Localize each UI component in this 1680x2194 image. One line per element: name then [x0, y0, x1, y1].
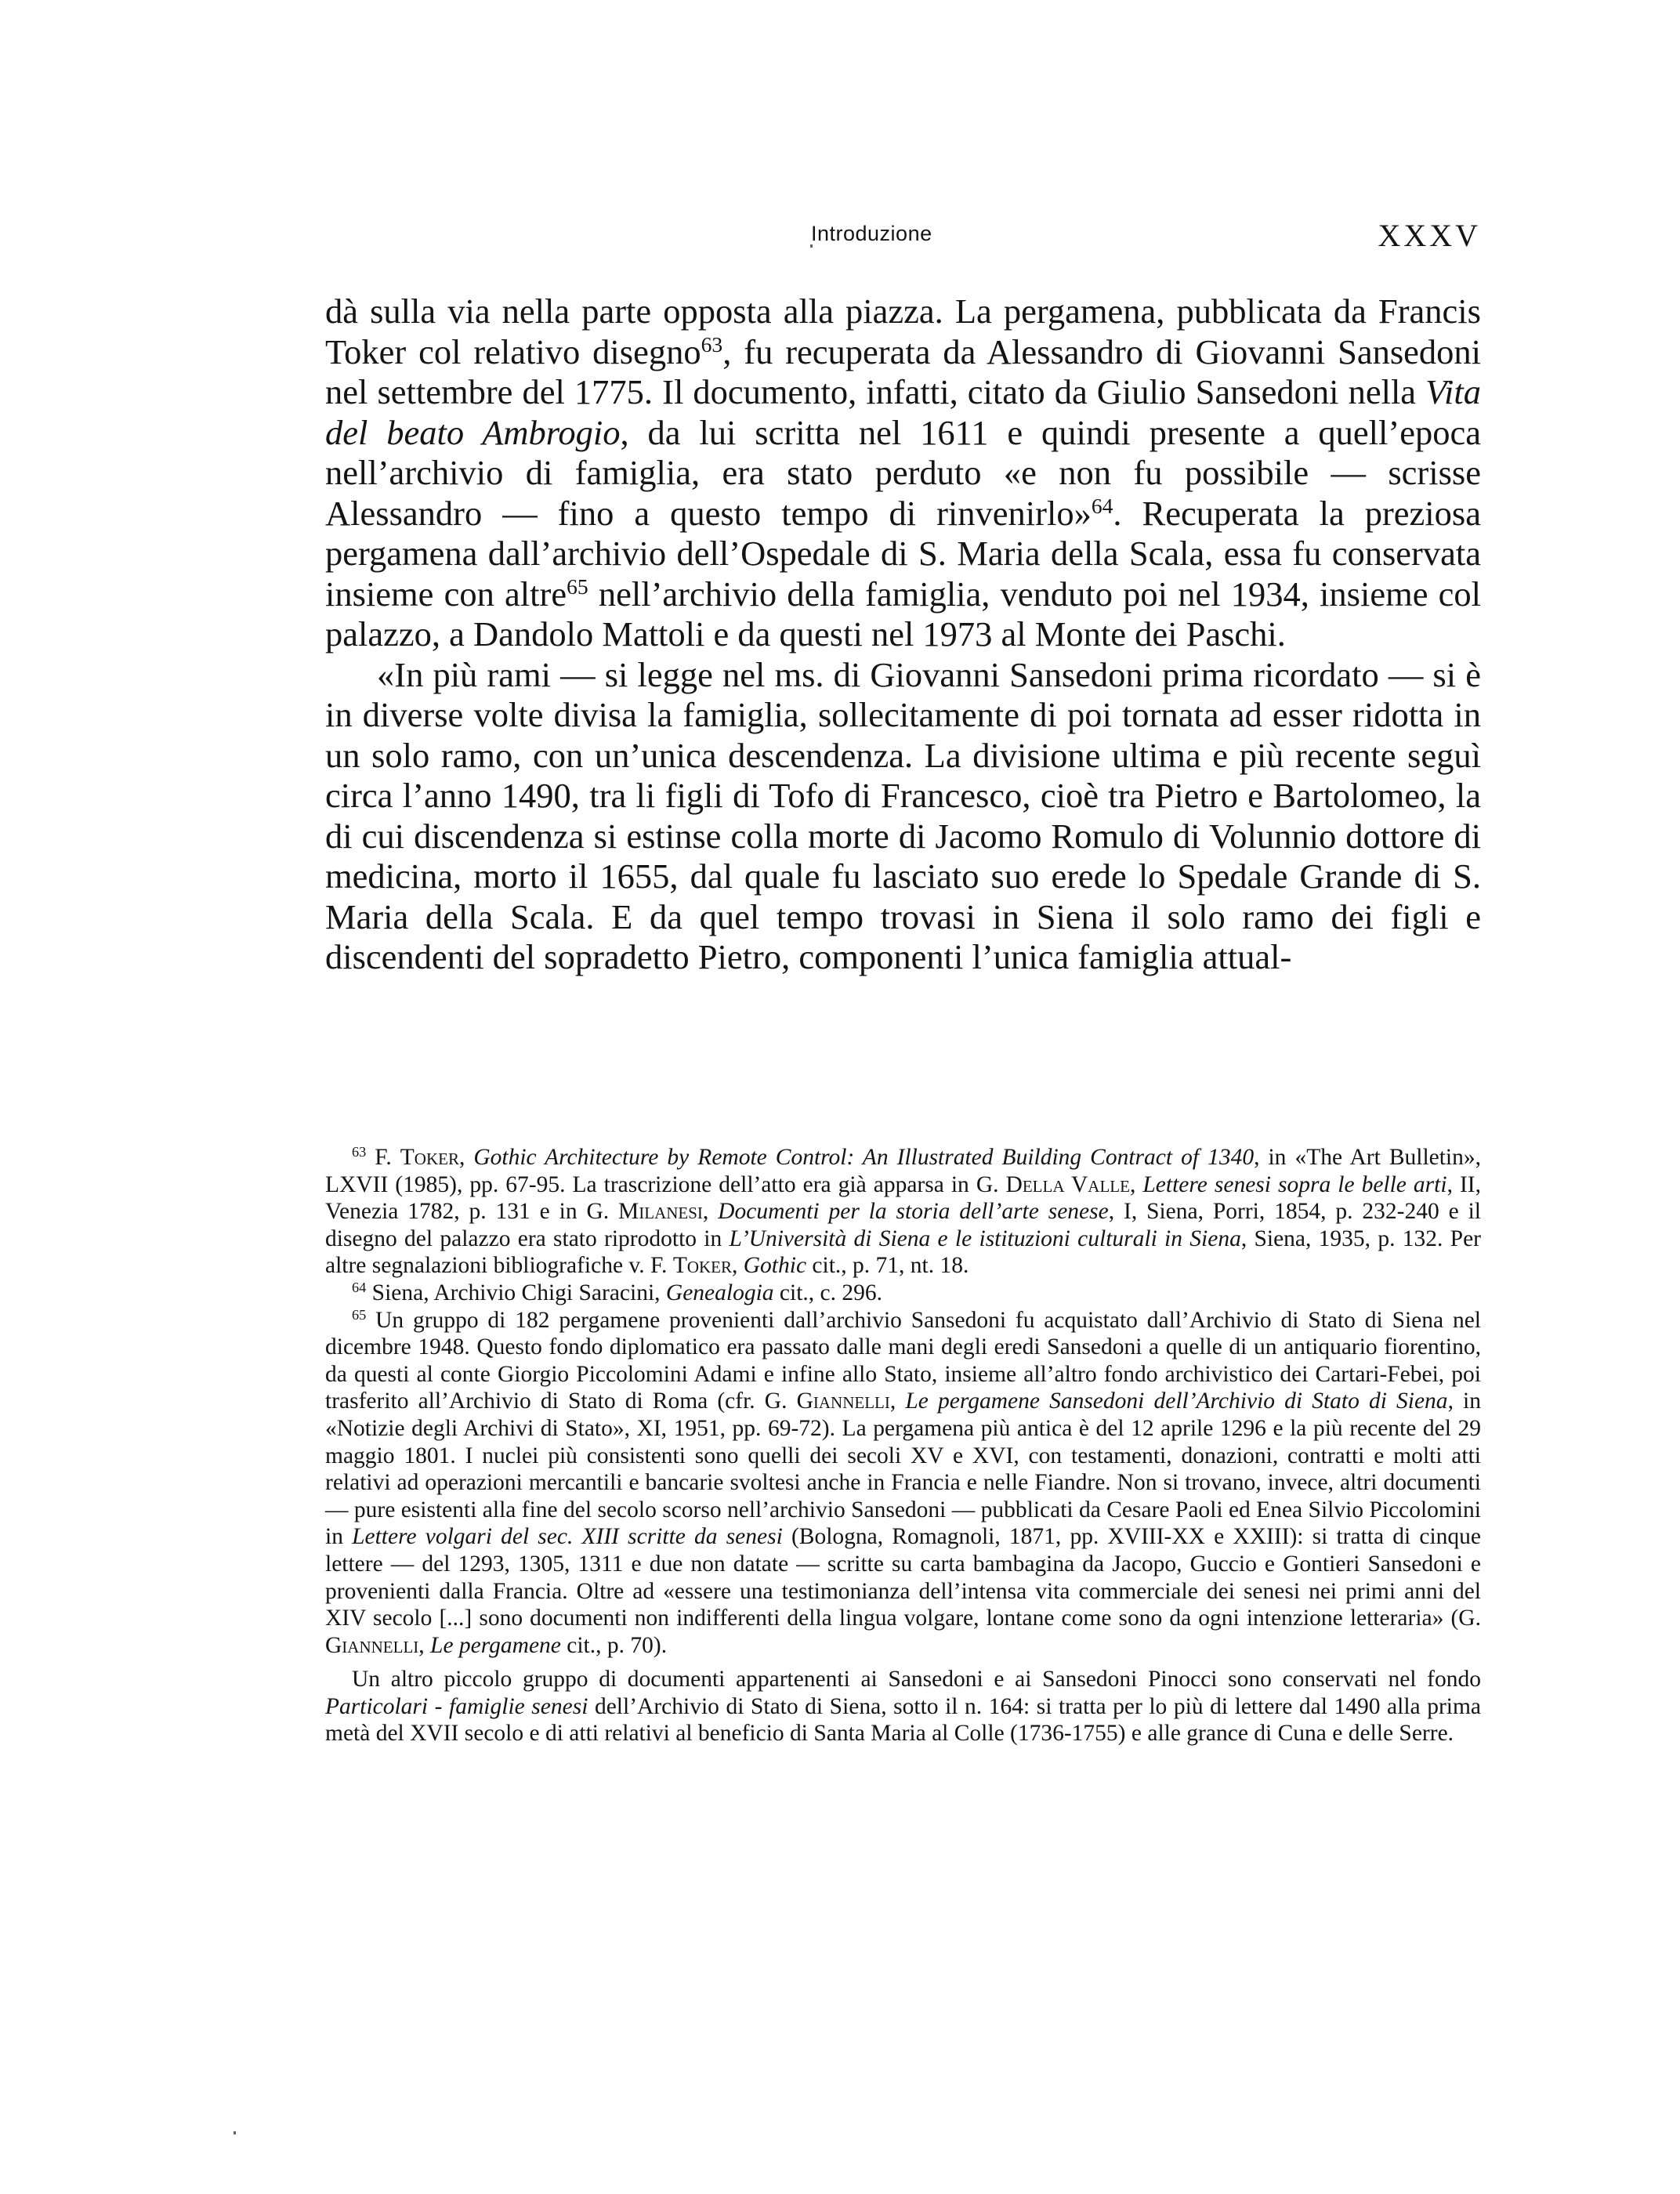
text-run: Siena, Archivio Chigi Saracini, — [366, 1280, 666, 1305]
text-run: cit., p. 70). — [560, 1632, 668, 1658]
text-run: (Bologna, Romagnoli, 1871, pp. XVIII-XX e XXIII): si tratta di cinque lettere — del 1293, 1305, 1311 e due non datate — scritte su carta bambagina da Jacopo, Guccio e Gontieri Sansedoni e provenienti dalla Francia. Oltre ad «essere una testimonianza dell’intensa vita commerciale dei senesi nei primi anni del XIV secolo [...] sono documenti non indifferenti della lingua volgare, lontane come sono da ogni intenzione letteraria» (G. — [325, 1524, 1481, 1631]
paragraph — [325, 291, 1481, 655]
text-run: , — [889, 1388, 906, 1414]
italic-text: Le pergamene — [430, 1632, 561, 1658]
text-run: dà sulla via nella parte opposta alla piazza. La pergamena, pubblicata da Francis Toker col relativo disegno — [325, 291, 1481, 371]
text-run: , da lui scritta nel 1611 e quindi presente a quell’epoca nell’archivio di famiglia, era stato perduto «e non fu possibile — scrisse Alessandro — fino a questo tempo di rinvenirlo» — [325, 412, 1481, 533]
italic-text: Le pergamene Sansedoni dell’Archivio di Stato di Siena — [905, 1388, 1448, 1414]
italic-text: Lettere senesi sopra le belle arti — [1142, 1171, 1447, 1197]
italic-text: Gothic — [743, 1253, 807, 1279]
italic-text: Vita del beato Ambrogio — [325, 372, 1481, 452]
text-run: nell’archivio della famiglia, venduto poi nel 1934, insieme col palazzo, a Dandolo Mattoli e da questi nel 1973 al Monte dei Paschi. — [325, 574, 1481, 653]
italic-text: L’Università di Siena e le istituzioni culturali in Siena — [729, 1226, 1241, 1251]
note-reference: 64 — [352, 1279, 367, 1295]
text-run: cit., c. 296. — [773, 1280, 883, 1305]
footnote-64 — [325, 1280, 1481, 1307]
note-reference: 63 — [701, 331, 723, 357]
italic-text: Lettere volgari del sec. XIII scritte da senesi — [352, 1524, 783, 1550]
text-run: Un gruppo di 182 pergamene provenienti dall’archivio Sansedoni fu acquistato dall’Archivio di Stato di Siena nel dicembre 1948. Questo fondo diplomatico era passato dalle mani degli eredi Sansedoni a quelle di un antiquario fiorentino, da questi al conte Giorgio Piccolomini Adami e infine allo Stato, insieme all’altro fondo archivistico dei Cartari-Febei, poi trasferito all’Archivio di Stato di Roma (cfr. G. — [325, 1307, 1481, 1414]
paragraph — [325, 655, 1481, 978]
italic-text: Particolari - famiglie senesi — [325, 1693, 588, 1719]
italic-text: Genealogia — [665, 1280, 774, 1305]
note-reference: 65 — [567, 574, 588, 599]
footnote-63 — [325, 1144, 1481, 1280]
author-name: Milanesi — [618, 1199, 703, 1225]
page-header — [325, 218, 1481, 277]
text-run: , Siena, 1935, p. 132. Per altre segnalazioni bibliografiche v. F. — [325, 1226, 1481, 1279]
author-name: Della Valle — [1005, 1171, 1130, 1197]
note-reference: 63 — [352, 1143, 367, 1160]
text-run: , — [732, 1253, 744, 1279]
author-name: Giannelli — [325, 1632, 419, 1658]
text-run: , fu recuperata da Alessandro di Giovanni Sansedoni nel settembre del 1775. Il documento, infatti, citato da Giulio Sansedoni nella — [325, 331, 1481, 411]
text-run: , II, Venezia 1782, p. 131 e in G. — [325, 1171, 1481, 1225]
text-run: cit., p. 71, nt. 18. — [806, 1253, 969, 1279]
footnote-65-continuation — [325, 1666, 1481, 1747]
text-run: . Recuperata la preziosa pergamena dall’archivio dell’Ospedale di S. Maria della Scala, essa fu conservata insieme con altre — [325, 493, 1481, 614]
author-name: Giannelli — [796, 1388, 890, 1414]
author-name: Toker — [400, 1145, 459, 1170]
italic-text: Gothic Architecture by Remote Control: An Illustrated Building Contract of 1340 — [473, 1145, 1255, 1170]
page-number: XXXV — [1378, 218, 1481, 253]
text-run: Un altro piccolo gruppo di documenti appartenenti ai Sansedoni e ai Sansedoni Pinocci sono conservati nel fondo — [352, 1667, 1481, 1693]
text-run: , — [418, 1632, 431, 1658]
text-run: , in «Notizie degli Archivi di Stato», XI, 1951, pp. 69-72). La pergamena più antica è del 12 aprile 1296 e la più recente del 29 maggio 1801. I nuclei più consistenti sono quelli dei secoli XV e XVI, con testamenti, donazioni, contratti e molti atti relativi ad operazioni mercantili e bancarie svoltesi anche in Francia e nelle Fiandre. Non si trovano, invece, altri documenti — pure esistenti alla fine del secolo scorso nell’archivio Sansedoni — pubblicati da Cesare Paoli ed Enea Silvio Piccolomini in — [325, 1388, 1482, 1550]
footnote-65 — [325, 1307, 1481, 1660]
print-mark — [234, 2131, 236, 2134]
text-run: , in «The Art Bulletin», LXVII (1985), pp. 67-95. La trascrizione dell’atto era già apparsa in G. — [325, 1145, 1482, 1197]
text-run: , — [1129, 1171, 1143, 1197]
text-run: , — [702, 1199, 719, 1225]
running-title: Introduzione — [811, 222, 932, 245]
text-run: F. — [366, 1145, 400, 1170]
note-reference: 64 — [1091, 493, 1113, 518]
text-run: , — [458, 1145, 474, 1170]
note-reference: 65 — [352, 1306, 367, 1323]
main-text — [325, 291, 1481, 978]
text-run: dell’Archivio di Stato di Siena, sotto il n. 164: si tratta per lo più di lettere dal 1490 alla prima metà del XVII secolo e di atti relativi al beneficio di Santa Maria al Colle (1736-1755) e alle grance di Cuna e delle Serre. — [325, 1693, 1482, 1747]
footnotes — [325, 1144, 1481, 1747]
text-run: «In più rami — si legge nel ms. di Giovanni Sansedoni prima ricordato — si è in diverse volte divisa la famiglia, sollecitamente di poi tornata ad esser ridotta in un solo ramo, con un’unica descendenza. La divisione ultima e più recente seguì circa l’anno 1490, tra li figli di Tofo di Francesco, cioè tra Pietro e Bartolomeo, la di cui discendenza si estinse colla morte di Jacomo Romulo di Volunnio dottore di medicina, morto il 1655, dal quale fu lasciato suo erede lo Spedale Grande di S. Maria della Scala. E da quel tempo trovasi in Siena il solo ramo dei figli e discendenti del sopradetto Pietro, componenti l’unica famiglia attual- — [325, 654, 1481, 976]
text-run: , I, Siena, Porri, 1854, p. 232-240 e il disegno del palazzo era stato riprodotto in — [325, 1199, 1481, 1251]
italic-text: Documenti per la storia dell’arte senese — [718, 1199, 1109, 1225]
author-name: Toker — [672, 1253, 732, 1279]
